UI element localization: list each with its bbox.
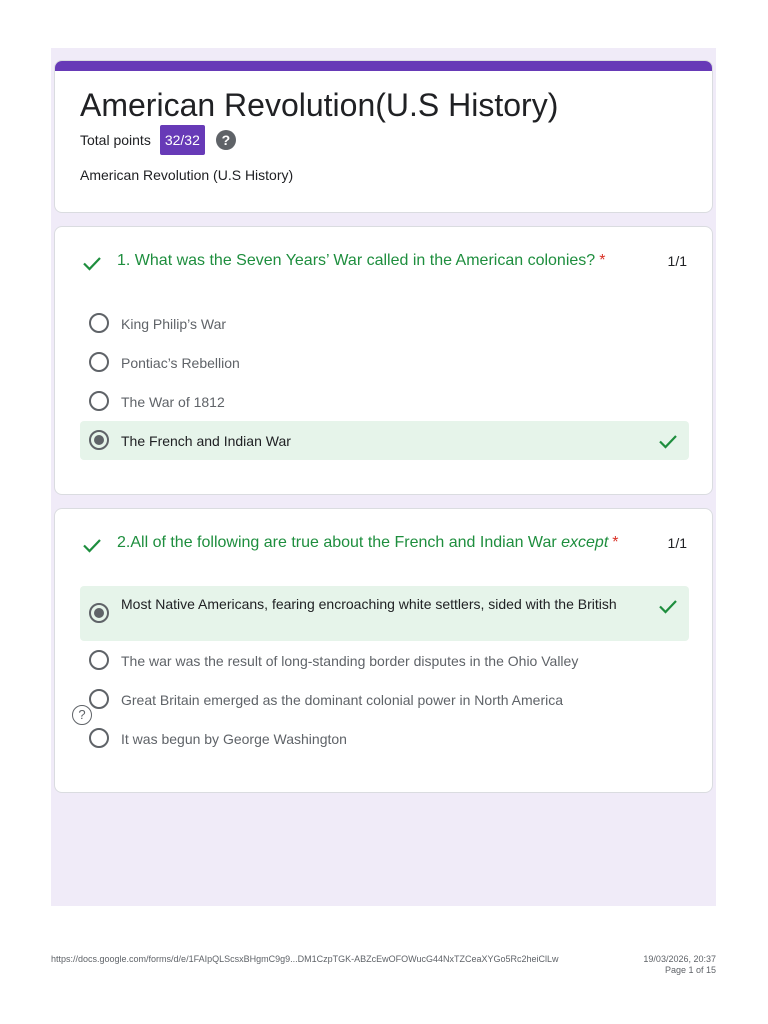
question-title: 2.All of the following are true about the French and Indian War except * (117, 534, 619, 551)
required-asterisk: * (612, 534, 619, 551)
radio-button-selected[interactable] (89, 603, 109, 623)
option-row[interactable] (80, 641, 689, 680)
option-row-correct[interactable] (80, 421, 689, 460)
question-header (80, 247, 687, 277)
radio-button[interactable] (89, 313, 109, 333)
help-icon[interactable]: ? (216, 130, 236, 150)
question-card-1 (54, 226, 713, 495)
correct-check-icon (656, 594, 680, 618)
form-description: American Revolution (U.S History) (80, 167, 294, 183)
option-label: The French and Indian War (121, 433, 291, 449)
help-circle-icon[interactable]: ? (72, 705, 92, 725)
option-row[interactable] (80, 680, 689, 719)
option-row[interactable] (80, 719, 689, 758)
footer-url: https://docs.google.com/forms/d/e/1FAIpQLScsxBHgmC9g9...DM1CzpTGK-ABZcEwOFOWucG44NxTZCeaXYGo5Rc2heiClLw (51, 954, 559, 964)
form-title: American Revolution(U.S History) (80, 87, 559, 123)
correct-check-icon (656, 429, 680, 453)
question-score: 1/1 (667, 253, 687, 269)
correct-check-icon (80, 251, 104, 275)
radio-button[interactable] (89, 728, 109, 748)
option-label: Pontiac’s Rebellion (121, 355, 240, 371)
total-points-badge: 32/32 (160, 125, 205, 155)
option-label: The war was the result of long-standing border disputes in the Ohio Valley (121, 653, 579, 669)
correct-check-icon (80, 533, 104, 557)
header-accent-stripe (55, 61, 712, 71)
option-row[interactable] (80, 343, 689, 382)
question-title: 1. What was the Seven Years’ War called in the American colonies? * (117, 252, 606, 269)
radio-button-selected[interactable] (89, 430, 109, 450)
option-label: Great Britain emerged as the dominant colonial power in North America (121, 692, 563, 708)
footer-datetime: 19/03/2026, 20:37 (643, 954, 716, 964)
option-row[interactable] (80, 304, 689, 343)
total-points-row (80, 125, 236, 155)
footer-page-number: Page 1 of 15 (664, 965, 716, 975)
option-label: King Philip’s War (121, 316, 227, 332)
footer-meta (643, 954, 716, 976)
option-row[interactable] (80, 382, 689, 421)
option-label: Most Native Americans, fearing encroaching white settlers, sided with the British (121, 596, 617, 612)
question-card-2 (54, 508, 713, 793)
total-points-label: Total points (80, 132, 151, 148)
question-score: 1/1 (667, 535, 687, 551)
radio-button[interactable] (89, 352, 109, 372)
required-asterisk: * (599, 252, 606, 269)
option-label: It was begun by George Washington (121, 731, 347, 747)
question-header (80, 529, 687, 559)
radio-button[interactable] (89, 689, 109, 709)
radio-button[interactable] (89, 391, 109, 411)
form-header-card (54, 60, 713, 213)
radio-button[interactable] (89, 650, 109, 670)
option-row-correct[interactable] (80, 586, 689, 641)
option-label: The War of 1812 (121, 394, 225, 410)
